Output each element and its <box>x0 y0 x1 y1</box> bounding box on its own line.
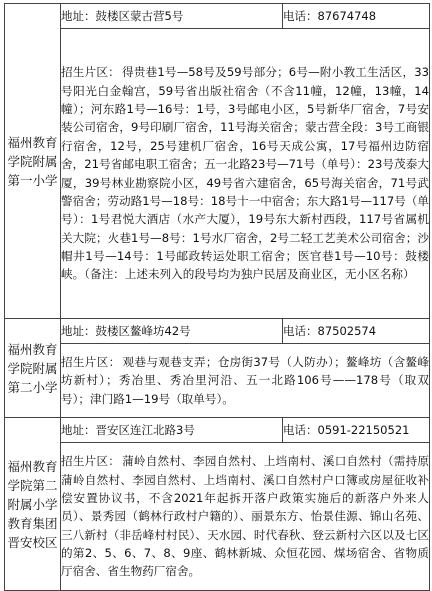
phone-label: 电话： <box>283 324 318 338</box>
school-phone <box>283 319 430 344</box>
school-phone <box>283 418 430 443</box>
enrollment-zone <box>61 443 430 591</box>
school-phone <box>283 4 430 29</box>
zone-label: 招生片区： <box>61 65 120 80</box>
school-3-header-row <box>5 418 430 443</box>
phone-label: 电话： <box>283 423 318 437</box>
school-address: 地址：晋安区连江北路3号 <box>61 418 283 443</box>
school-address: 地址：鼓楼区鳌峰坊42号 <box>61 319 283 344</box>
school-1-header-row <box>5 4 430 29</box>
zone-label: 招生片区： <box>61 454 121 469</box>
school-2-zone-row <box>5 344 430 418</box>
phone-number: 87674748 <box>317 9 377 23</box>
school-name: 福州教育学院附属第一小学 <box>5 4 61 319</box>
zone-text: 得贵巷1号—58号及59号部分；6号—附小教工生活区，33号阳光白金翰宫，59号省出版社宿舍（不含11幢，12幢，13幢，14幢）；河东路1号—16号：1号，3号邮电小区，5号新华厂宿舍，7号安装公司宿舍，9号印刷厂宿舍，11号海关宿舍；蒙古营全段：3号工商银行宿舍，12号，25号建机厂宿舍，16号天成公寓，17号福州边防宿舍，21号省邮电职工宿舍；五一北路23号—71号（单号）：23号茂泰大厦，39号林业勘察院小区，49号省六建宿舍，65号海关宿舍，71号武警宿舍；劳动路1号—18号：18号十一中宿舍；东大路1号—117号（单号）：1号君悦大酒店（水产大厦），19号东大新村西段，117号省属机关大院；火巷1号—8号：1号水厂宿舍，2号二轻工艺美术公司宿舍；沙帽井1号—14号：1号邮政转运处职工宿舍；医官巷1号—10号：鼓楼峡。（备注：上述未列入的段号均为独户民居及商业区，无小区名称） <box>61 65 429 282</box>
zone-label: 招生片区： <box>61 354 121 369</box>
zone-text: 蒲岭自然村、李园自然村、上垱南村、溪口自然村（需持原蒲岭自然村、李园自然村、上垱南村、溪口自然村户口簿或房屋征收补偿安置协议书，不含2021年起拆开落户政策实施后的新落户外来人员）、景秀园（鹤林行政村户籍的）、丽景东方、怡景佳源、锦山名苑、三八新村（非岳峰村村民）、天水园、时代春秋、登云新村六区以及七区的第2、5、6、7、8、9座、鹤林新城、众恒花园、煤场宿舍、省物质厅宿舍、省生物药厂宿舍。 <box>61 454 429 579</box>
school-2-header-row <box>5 319 430 344</box>
enrollment-zone <box>61 344 430 418</box>
phone-label: 电话： <box>283 9 318 23</box>
school-name: 福州教育学院第二附属小学教育集团晋安校区 <box>5 418 61 591</box>
school-1-zone-row <box>5 29 430 319</box>
school-address: 地址：鼓楼区蒙古营5号 <box>61 4 283 29</box>
phone-number: 87502574 <box>317 324 377 338</box>
phone-number: 0591-22150521 <box>317 423 410 437</box>
zone-text: 观巷与观巷支弄；仓房街37号（人防办）；鳌峰坊（含鳌峰坊新村）；秀冶里、秀冶里河沿、五一北路106号——178号（取双号）；津门路1—19号（取单号）。 <box>61 354 429 406</box>
school-name: 福州教育学院附属第二小学 <box>5 319 61 418</box>
admission-zone-table <box>4 3 430 591</box>
enrollment-zone <box>61 29 430 319</box>
school-3-zone-row <box>5 443 430 591</box>
